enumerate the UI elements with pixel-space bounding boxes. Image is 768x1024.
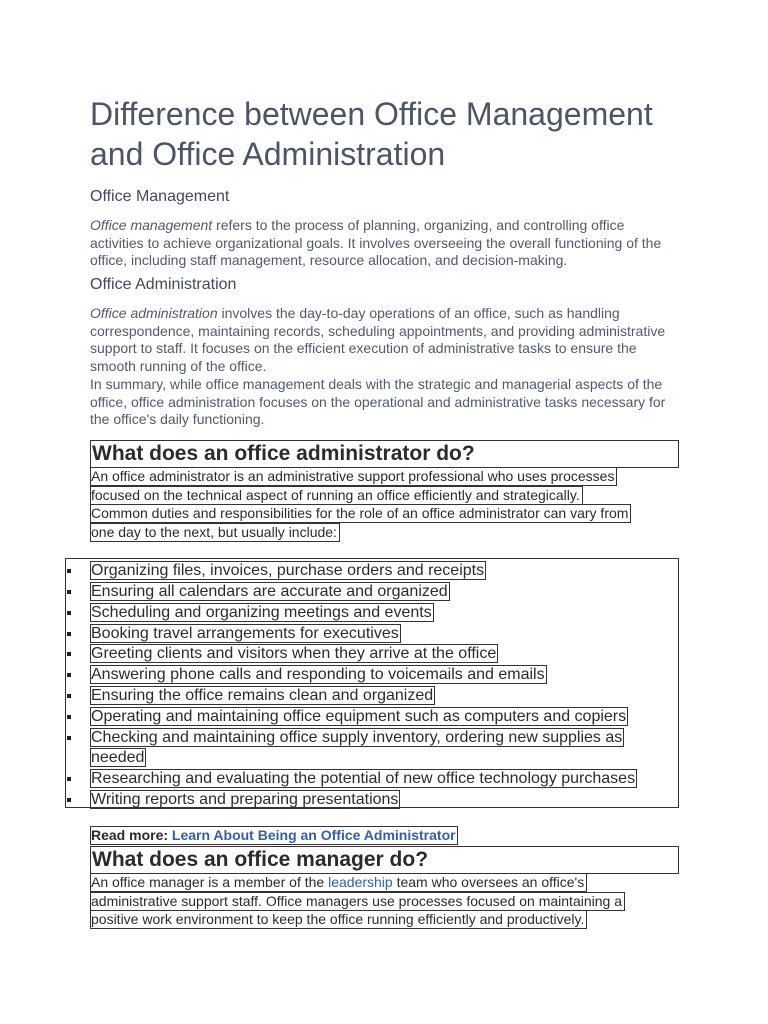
duty-list-item: Researching and evaluating the potential of new office technology purchases <box>91 770 636 787</box>
manager-paragraph <box>90 873 690 929</box>
office-management-paragraph <box>90 217 680 270</box>
duty-list-item: Checking and maintaining office supply inventory, ordering new supplies as <box>91 729 623 746</box>
leadership-link[interactable]: leadership <box>328 874 393 890</box>
bullet-icon <box>67 736 71 740</box>
duty-list-item: Operating and maintaining office equipment such as computers and copiers <box>91 708 627 725</box>
administrator-heading: What does an office administrator do? <box>90 440 679 468</box>
summary-paragraph: In summary, while office management deals with the strategic and managerial aspects of the office, office administration focuses on the operational and administrative tasks necessary for the office's daily functioning. <box>90 376 666 428</box>
manager-line <box>90 873 587 892</box>
intro-line: Common duties and responsibilities for the role of an office administrator can vary from <box>90 504 631 523</box>
bullet-icon <box>67 715 71 719</box>
bullet-icon <box>67 673 71 677</box>
manager-line: positive work environment to keep the office running efficiently and productively. <box>90 910 587 929</box>
intro-line: focused on the technical aspect of running an office efficiently and strategically. <box>90 486 583 505</box>
manager-heading: What does an office manager do? <box>90 846 679 874</box>
bullet-icon <box>67 569 71 573</box>
bullet-icon <box>67 798 71 802</box>
manager-line: administrative support staff. Office managers use processes focused on maintaining a <box>90 892 625 911</box>
administrator-intro <box>90 467 690 541</box>
duty-list-item: Ensuring the office remains clean and organized <box>91 687 434 704</box>
page-title: Difference between Office Management and Office Administration <box>90 96 653 172</box>
duty-list-item-continuation: needed <box>91 749 145 766</box>
read-more-label: Read more: <box>91 827 172 843</box>
intro-line: one day to the next, but usually include: <box>90 523 340 542</box>
bullet-icon <box>67 590 71 594</box>
intro-line: An office administrator is an administrative support professional who uses processes <box>90 467 617 486</box>
duty-list-item: Ensuring all calendars are accurate and organized <box>91 583 448 600</box>
duty-list-item: Greeting clients and visitors when they arrive at the office <box>91 645 497 662</box>
office-administration-paragraph <box>90 305 680 376</box>
bullet-icon <box>67 632 71 636</box>
duty-list-item: Writing reports and preparing presentations <box>91 791 399 808</box>
office-management-text: refers to the process of planning, organizing, and controlling office activities to achieve organizational goals. It involves overseeing the overall functioning of the office, including staff management, resource allocation, and decision-making. <box>90 217 662 269</box>
read-more-link[interactable]: Learn About Being an Office Administrator <box>171 827 456 843</box>
duty-list-item: Organizing files, invoices, purchase orders and receipts <box>91 562 485 579</box>
manager-line-text: An office manager is a member of the <box>91 874 329 890</box>
duty-list-item: Scheduling and organizing meetings and events <box>91 604 432 621</box>
bullet-icon <box>67 694 71 698</box>
office-management-term: Office management <box>90 217 213 233</box>
read-more <box>90 826 458 845</box>
manager-line-text: team who oversees an office's <box>392 874 585 890</box>
bullet-icon <box>67 611 71 615</box>
office-administration-term: Office administration <box>90 305 218 321</box>
bullet-icon <box>67 652 71 656</box>
bullet-icon <box>67 777 71 781</box>
office-administration-heading: Office Administration <box>90 276 237 293</box>
duty-list-item: Booking travel arrangements for executives <box>91 625 399 642</box>
office-administration-text: involves the day-to-day operations of an office, such as handling correspondence, maintaining records, scheduling appointments, and providing administrative support to staff. It focuses on the efficient execution of administrative tasks to ensure the smooth running of the office. <box>90 305 666 375</box>
duty-list-item: Answering phone calls and responding to voicemails and emails <box>91 666 545 683</box>
office-management-heading: Office Management <box>90 188 230 205</box>
